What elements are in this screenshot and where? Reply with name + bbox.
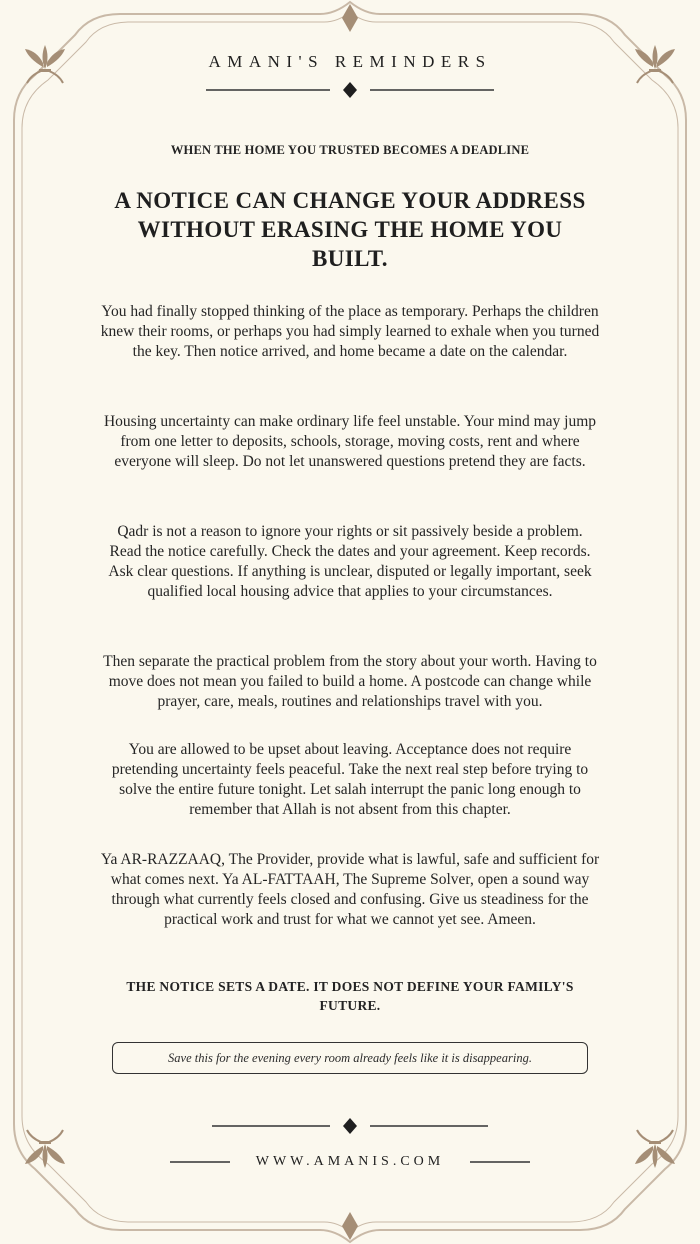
- website-link[interactable]: WWW.AMANIS.COM: [255, 1154, 445, 1169]
- paragraph-1: You had finally stopped thinking of the place as temporary. Perhaps the children knew their rooms, or perhaps you had simply learned to exhale when you turned the key. Then notice arrived, and home became a date on the calendar.: [100, 303, 600, 360]
- paragraph-4: Then separate the practical problem from the story about your worth. Having to move does not mean you failed to build a home. A postcode can change while prayer, care, meals, routines and relationships travel with you.: [103, 653, 597, 710]
- save-note-text: Save this for the evening every room already feels like it is disappearing.: [168, 1050, 532, 1065]
- paragraph-2: Housing uncertainty can make ordinary life feel unstable. Your mind may jump from one letter to deposits, schools, storage, moving costs, rent and where everyone will sleep. Do not let unanswered questions pretend they are facts.: [103, 413, 596, 470]
- paragraph-6-dua: Ya AR-RAZZAAQ, The Provider, provide what is lawful, safe and sufficient for what comes next. Ya AL-FATTAAH, The Supreme Solver, open a sound way through what currently feels closed and confusing. Give us steadiness for the practical work and trust for what we cannot yet see. Ameen.: [100, 851, 600, 928]
- paragraph-3: Qadr is not a reason to ignore your rights or sit passively beside a problem. Read the notice carefully. Check the dates and your agreement. Keep records. Ask clear questions. If anything is unclear, disputed or legally important, seek qualified local housing advice that applies to your circumstances.: [108, 523, 592, 600]
- paragraph-5: You are allowed to be upset about leaving. Acceptance does not require pretending uncertainty feels peaceful. Take the next real step before trying to solve the entire future tonight. Let salah interrupt the panic long enough to remember that Allah is not absent from this chapter.: [111, 741, 589, 818]
- brand-title: AMANI'S REMINDERS: [208, 52, 492, 71]
- article-headline: A NOTICE CAN CHANGE YOUR ADDRESS WITHOUT ERASING THE HOME YOU BUILT.: [114, 188, 586, 271]
- save-note-box: [112, 1042, 588, 1074]
- closing-statement: THE NOTICE SETS A DATE. IT DOES NOT DEFINE YOUR FAMILY'S FUTURE.: [126, 979, 574, 1013]
- article-eyebrow: WHEN THE HOME YOU TRUSTED BECOMES A DEADLINE: [170, 143, 530, 157]
